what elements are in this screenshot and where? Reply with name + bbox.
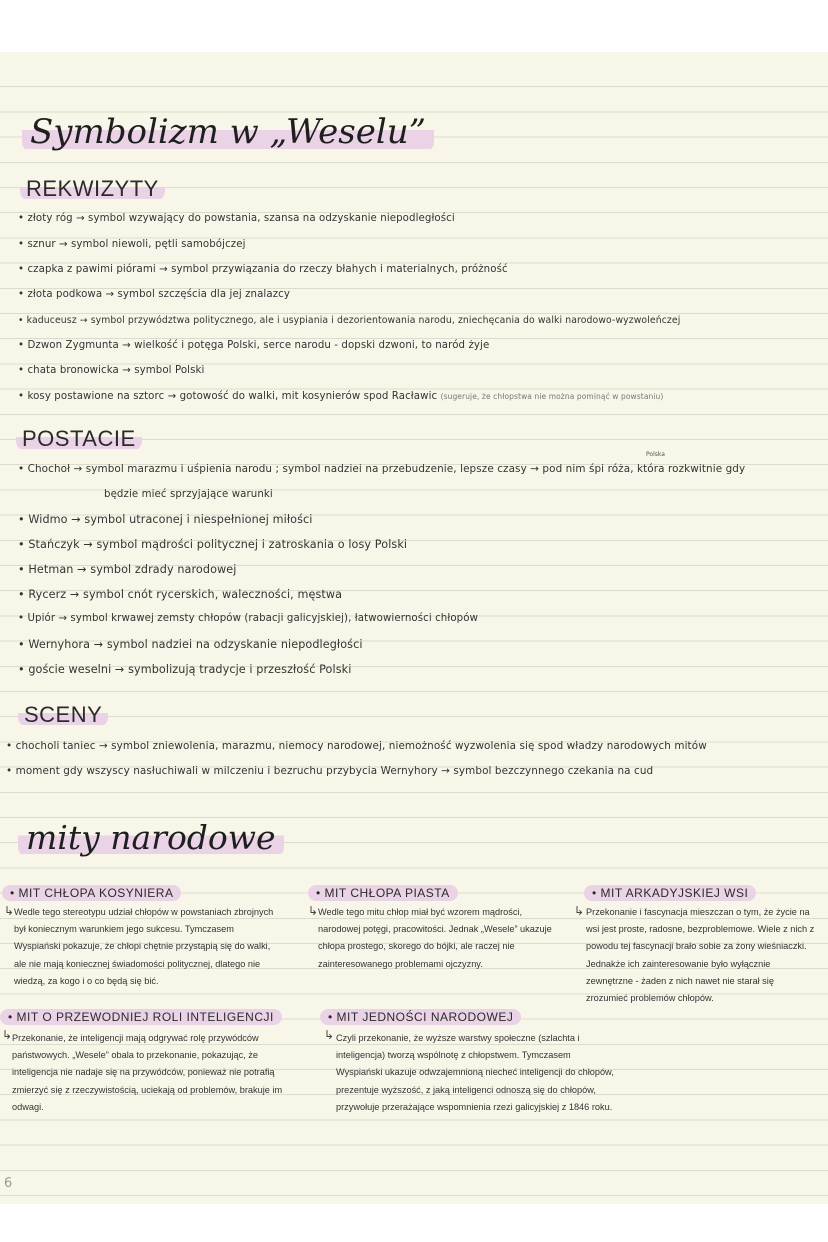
myths-heading: mity narodowe	[18, 818, 284, 857]
myth-title: • MIT CHŁOPA PIASTA	[308, 886, 458, 900]
myth-title: • MIT O PRZEWODNIEJ ROLI INTELIGENCJI	[0, 1010, 282, 1024]
myth-title: • MIT CHŁOPA KOSYNIERA	[2, 886, 181, 900]
list-item: • kaduceusz → symbol przywództwa politycznego, ale i usypiania i dezorientowania narodu, zniechęcania do walki narodowo-wyzwoleńczej	[18, 315, 681, 326]
list-item	[18, 391, 663, 402]
myth-text: Przekonanie i fascynacja mieszczan o tym, że życie na wsi jest proste, radosne, bezproblemowe. Wiele z nich z powodu tej fascynacji brało sobie za żony wieśniaczki. Jednakże ich zainteresowanie było wyłącznie zewnętrzne - żaden z nich nawet nie starał się zrozumieć problemów chłopów.	[586, 907, 815, 1004]
list-item: • Stańczyk → symbol mądrości politycznej i zatroskania o losy Polski	[18, 538, 408, 551]
page-title: Symbolizm w „Weselu”	[22, 112, 434, 152]
list-item: • chata bronowicka → symbol Polski	[18, 365, 205, 376]
list-item: • złoty róg → symbol wzywający do powstania, szansa na odzyskanie niepodległości	[18, 213, 455, 224]
notebook-page	[0, 52, 828, 1204]
list-item: • Wernyhora → symbol nadziei na odzyskanie niepodległości	[18, 638, 363, 651]
page-number: 6	[4, 1176, 13, 1191]
list-item: • Chochoł → symbol marazmu i uśpienia narodu ; symbol nadziei na przebudzenie, lepsze czasy → pod nim śpi róża, która rozkwitnie gdy	[18, 463, 746, 475]
list-item-continuation: będzie mieć sprzyjające warunki	[104, 489, 273, 500]
list-item: • moment gdy wszyscy nasłuchiwali w milczeniu i bezruchu przybycia Wernyhory → symbol bezczynnego czekania na cud	[6, 765, 654, 777]
myth-text: Wedle tego stereotypu udział chłopów w powstaniach zbrojnych był koniecznym warunkiem jego sukcesu. Tymczasem Wyspiański pokazuje, że chłopi chętnie przystąpią się do walki, ale nie mają koniecznej świadomości politycznej, dlatego nie wiedzą, za kogo i o co będą się bić.	[14, 907, 274, 986]
list-item: • Upiór → symbol krwawej zemsty chłopów (rabacji galicyjskiej), łatwowierności chłopów	[18, 613, 479, 624]
hook-arrow-icon: ↳	[324, 1028, 335, 1042]
myth-title: • MIT JEDNOŚCI NARODOWEJ	[320, 1010, 521, 1024]
list-item-text: • kosy postawione na sztorc → gotowość do walki, mit kosynierów spod Racławic	[18, 391, 438, 402]
myth-text: Wedle tego mitu chłop miał być wzorem mądrości, narodowej potęgi, pracowitości. Jednak „Wesele” ukazuje chłopa prostego, skorego do bójki, ale raczej nie zainteresowanego problemami ojczyzny.	[318, 907, 552, 969]
superscript-note: Polska	[646, 451, 665, 458]
list-item: • sznur → symbol niewoli, pętli samobójczej	[18, 239, 246, 250]
list-item: • złota podkowa → symbol szczęścia dla jej znalazcy	[18, 289, 290, 300]
note-text: (sugeruje, że chłopstwa nie można pominąć w powstaniu)	[440, 392, 664, 401]
list-item: • chocholi taniec → symbol zniewolenia, marazmu, niemocy narodowej, niemożność wyzwolenia się spod władzy narodowych mitów	[6, 740, 707, 752]
section-heading-sceny: SCENY	[18, 702, 108, 728]
hook-arrow-icon: ↳	[4, 904, 15, 918]
myth-text: Przekonanie, że inteligencji mają odgrywać rolę przywódców państwowych. „Wesele” obala to przekonanie, pokazując, że inteligencja nie nadaje się na przywódców, ponieważ nie potrafią zmierzyć się z rzeczywistością, uciekają od problemów, brakuje im odwagi.	[12, 1033, 283, 1112]
list-item: • goście weselni → symbolizują tradycje i przeszłość Polski	[18, 663, 352, 676]
section-heading-rekwizyty: REKWIZYTY	[20, 176, 165, 202]
list-item: • Hetman → symbol zdrady narodowej	[18, 563, 237, 576]
hook-arrow-icon: ↳	[574, 904, 585, 918]
list-item: • Widmo → symbol utraconej i niespełnionej miłości	[18, 513, 313, 526]
list-item: • czapka z pawimi piórami → symbol przywiązania do rzeczy błahych i materialnych, próżność	[18, 264, 508, 275]
section-heading-postacie: POSTACIE	[16, 426, 142, 452]
list-item: • Dzwon Zygmunta → wielkość i potęga Polski, serce narodu - dopski dzwoni, to naród żyje	[18, 340, 490, 351]
myth-text: Czyli przekonanie, że wyższe warstwy społeczne (szlachta i inteligencja) tworzą wspólnotę z chłopstwem. Tymczasem Wyspiański ukazuje odwzajemnioną niecheć inteligencji do chłopów, prezentuje wyższość, z jaką inteligenci odnoszą się do chłopów, przywołuje przerażające wspomnienia rzezi galicyjskiej z 1846 roku.	[336, 1033, 614, 1112]
myth-title: • MIT ARKADYJSKIEJ WSI	[584, 886, 756, 900]
hook-arrow-icon: ↳	[2, 1028, 13, 1042]
hook-arrow-icon: ↳	[308, 904, 319, 918]
list-item: • Rycerz → symbol cnót rycerskich, waleczności, męstwa	[18, 588, 343, 601]
